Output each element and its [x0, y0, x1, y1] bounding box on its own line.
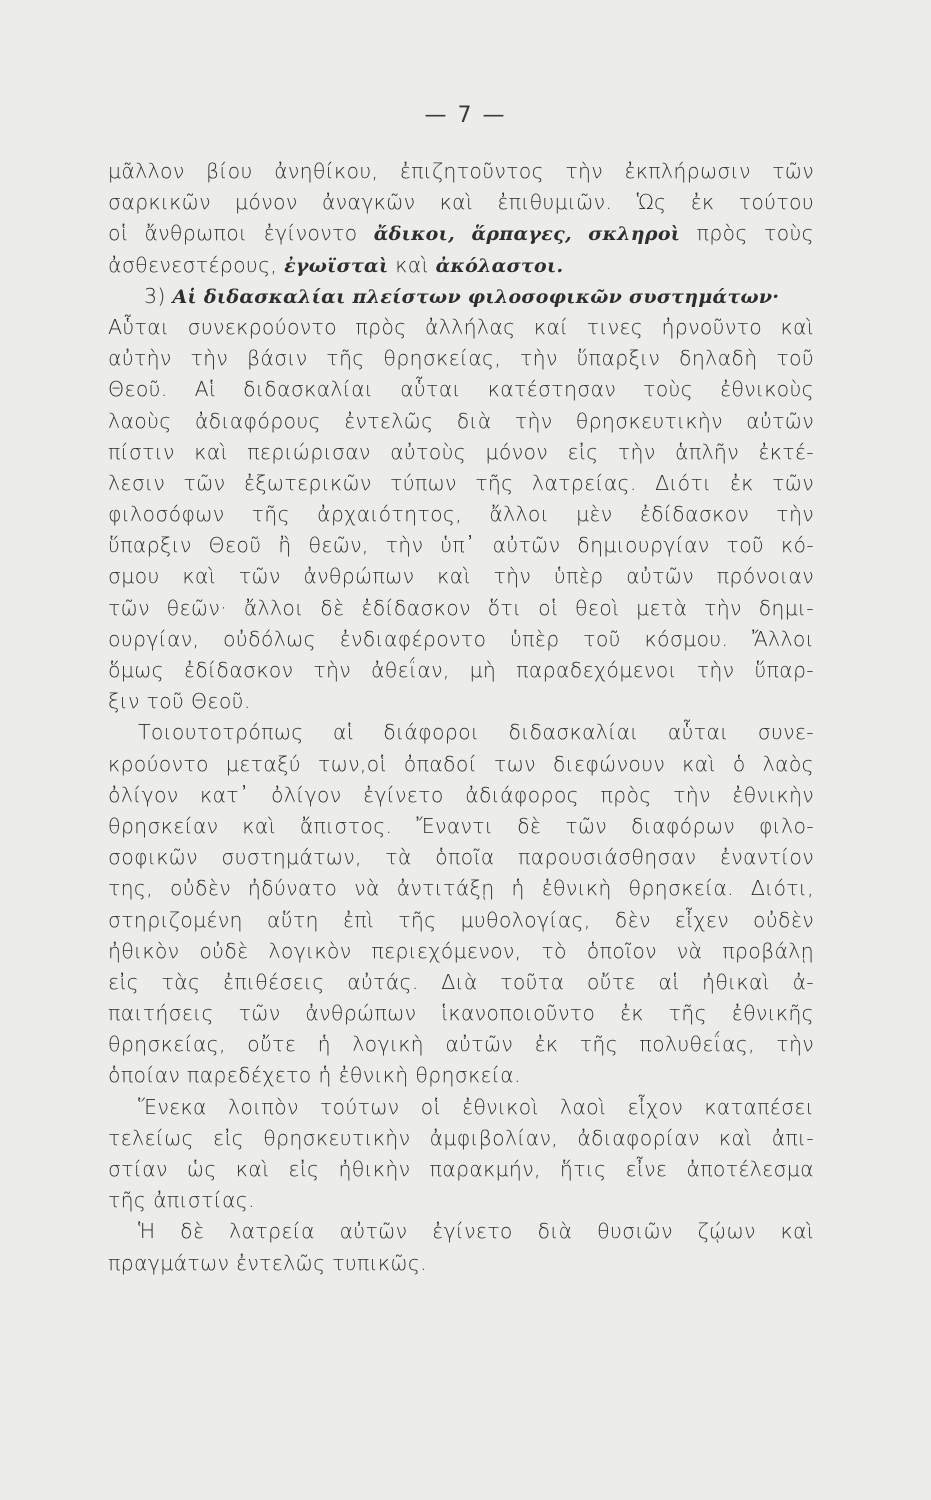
text-line — [108, 1123, 814, 1154]
body-text — [108, 156, 814, 1279]
text-run: Τοιουτοτρόπως αἱ διάφοροι διδασκαλίαι αὗται συνε- — [138, 720, 814, 745]
text-line — [108, 717, 814, 748]
text-line — [108, 1029, 814, 1060]
text-line — [108, 811, 814, 842]
text-run: σοφικῶν συστημάτων, τὰ ὁποῖα παρουσιάσθησαν ἐναντίον — [108, 845, 814, 870]
text-line — [108, 749, 814, 780]
text-line — [108, 655, 814, 686]
text-run: ουργίαν, οὐδόλως ἐνδιαφέροντο ὑπὲρ τοῦ κόσμου. Ἄλλοι — [108, 626, 814, 651]
text-run: της, οὐδὲν ἠδύνατο νὰ ἀντιτάξῃ ἡ ἐθνικὴ θρησκεία. Διότι, — [108, 876, 814, 901]
italic-phrase: ἀκόλαστοι. — [435, 254, 564, 277]
text-run: ξιν τοῦ Θεοῦ. — [108, 689, 251, 714]
text-run: πρὸς τοὺς — [680, 221, 814, 246]
text-line — [108, 686, 814, 717]
text-line — [108, 561, 814, 592]
text-run: πραγμάτων ἐντελῶς τυπικῶς. — [108, 1250, 428, 1275]
text-run: σμου καὶ τῶν ἀνθρώπων καὶ τὴν ὑπὲρ αὐτῶν πρόνοιαν — [108, 564, 814, 589]
text-line — [108, 780, 814, 811]
italic-phrase: Αἱ διδασκαλίαι πλείστων φιλοσοφικῶν συστημάτων· — [172, 285, 780, 308]
text-run: ἀσθενεστέρους, — [108, 252, 285, 277]
text-line — [108, 437, 814, 468]
text-line — [108, 1154, 814, 1185]
text-line — [108, 905, 814, 936]
text-run: 3) — [144, 283, 173, 308]
text-run: στηριζομένη αὕτη ἐπὶ τῆς μυθολογίας, δὲν εἶχεν οὐδὲν — [108, 907, 814, 932]
text-run: ὅμως ἐδίδασκον τὴν ἀθεΐαν, μὴ παραδεχόμενοι τὴν ὕπαρ- — [108, 658, 814, 682]
text-line — [108, 624, 814, 655]
text-run: θρησκείαν καὶ ἄπιστος. Ἔναντι δὲ τῶν διαφόρων φιλο- — [108, 813, 814, 838]
text-run: πίστιν καὶ περιώρισαν αὐτοὺς μόνον εἰς τὴν ἁπλῆν ἐκτέ- — [108, 439, 814, 464]
text-line — [108, 530, 814, 561]
italic-phrase: ἐγωϊσταὶ — [284, 254, 389, 277]
text-run: κρούοντο μεταξύ των,οἱ ὀπαδοί των διεφώνουν καὶ ὁ λαὸς — [108, 751, 814, 776]
text-line — [108, 593, 814, 624]
text-line — [108, 250, 814, 281]
text-run: καὶ — [388, 252, 436, 277]
text-line — [108, 218, 814, 249]
text-line — [108, 1185, 814, 1216]
page-number: — 7 — — [424, 103, 507, 128]
text-line — [108, 374, 814, 405]
text-line — [108, 936, 814, 967]
text-line — [108, 187, 814, 218]
text-run: εἰς τὰς ἐπιθέσεις αὐτάς. Διὰ τοῦτα οὔτε αἱ ἠθικαὶ ἀ- — [108, 969, 814, 994]
text-run: μᾶλλον βίου ἀνηθίκου, ἐπιζητοῦντος τὴν ἐκπλήρωσιν τῶν — [108, 159, 814, 183]
text-run: ὕπαρξιν Θεοῦ ἢ θεῶν, τὴν ὑπ᾽ αὐτῶν δημιουργίαν τοῦ κό- — [108, 533, 814, 558]
text-line — [108, 468, 814, 499]
text-line — [108, 998, 814, 1029]
text-line — [108, 406, 814, 437]
text-run: ἠθικὸν οὐδὲ λογικὸν περιεχόμενον, τὸ ὁποῖον νὰ προβάλῃ — [108, 938, 814, 963]
text-line — [108, 1060, 814, 1091]
text-run: ὁποίαν παρεδέχετο ἡ ἐθνικὴ θρησκεία. — [108, 1063, 521, 1088]
text-run: αὐτὴν τὴν βάσιν τῆς θρησκείας, τὴν ὕπαρξιν δηλαδὴ τοῦ — [108, 346, 814, 371]
text-line — [108, 1092, 814, 1123]
text-run: Ἕνεκα λοιπὸν τούτων οἱ ἐθνικοὶ λαοὶ εἶχον καταπέσει — [138, 1094, 814, 1119]
text-run: λαοὺς ἀδιαφόρους ἐντελῶς διὰ τὴν θρησκευτικὴν αὐτῶν — [108, 408, 814, 433]
text-run: Ἡ δὲ λατρεία αὐτῶν ἐγίνετο διὰ θυσιῶν ζῴων καὶ — [138, 1219, 814, 1244]
section-heading-line — [108, 281, 814, 312]
text-run: στίαν ὡς καὶ εἰς ἠθικὴν παρακμήν, ἥτις εἶνε ἀποτέλεσμα — [108, 1157, 814, 1181]
text-line — [108, 1248, 814, 1279]
text-run: παιτήσεις τῶν ἀνθρώπων ἱκανοποιοῦντο ἐκ τῆς ἐθνικῆς — [108, 1001, 814, 1026]
text-run: φιλοσόφων τῆς ἀρχαιότητος, ἄλλοι μὲν ἐδίδασκον τὴν — [108, 502, 814, 527]
text-run: τῆς ἀπιστίας. — [108, 1188, 255, 1213]
text-line — [108, 873, 814, 904]
text-line — [108, 343, 814, 374]
text-run: λεσιν τῶν ἐξωτερικῶν τύπων τῆς λατρείας. Διότι ἐκ τῶν — [108, 470, 814, 495]
text-run: σαρκικῶν μόνον ἀναγκῶν καὶ ἐπιθυμιῶν. Ὡς ἐκ τούτου — [108, 190, 814, 215]
text-run: Αὗται συνεκρούοντο πρὸς ἀλλήλας καί τινες ἠρνοῦντο καὶ — [108, 314, 814, 339]
text-run: οἱ ἄνθρωποι ἐγίνοντο — [108, 221, 374, 246]
italic-phrase: ἄδικοι, ἅρπαγες, σκληροὶ — [373, 223, 681, 246]
text-line — [108, 156, 814, 187]
text-run: θρησκείας, οὔτε ἡ λογικὴ αὐτῶν ἐκ τῆς πολυθεΐας, τὴν — [108, 1032, 814, 1057]
text-run: τῶν θεῶν· ἄλλοι δὲ ἐδίδασκον ὅτι οἱ θεοὶ μετὰ τὴν δημι- — [108, 595, 814, 620]
text-line — [108, 1216, 814, 1247]
text-line — [108, 499, 814, 530]
text-run: Θεοῦ. Αἱ διδασκαλίαι αὗται κατέστησαν τοὺς ἐθνικοὺς — [108, 377, 814, 402]
text-line — [108, 312, 814, 343]
text-line — [108, 842, 814, 873]
text-run: τελείως εἰς θρησκευτικὴν ἀμφιβολίαν, ἀδιαφορίαν καὶ ἀπι- — [108, 1125, 814, 1150]
text-run: ὀλίγον κατ᾽ ὀλίγον ἐγίνετο ἀδιάφορος πρὸς τὴν ἐθνικὴν — [108, 782, 814, 807]
text-line — [108, 967, 814, 998]
